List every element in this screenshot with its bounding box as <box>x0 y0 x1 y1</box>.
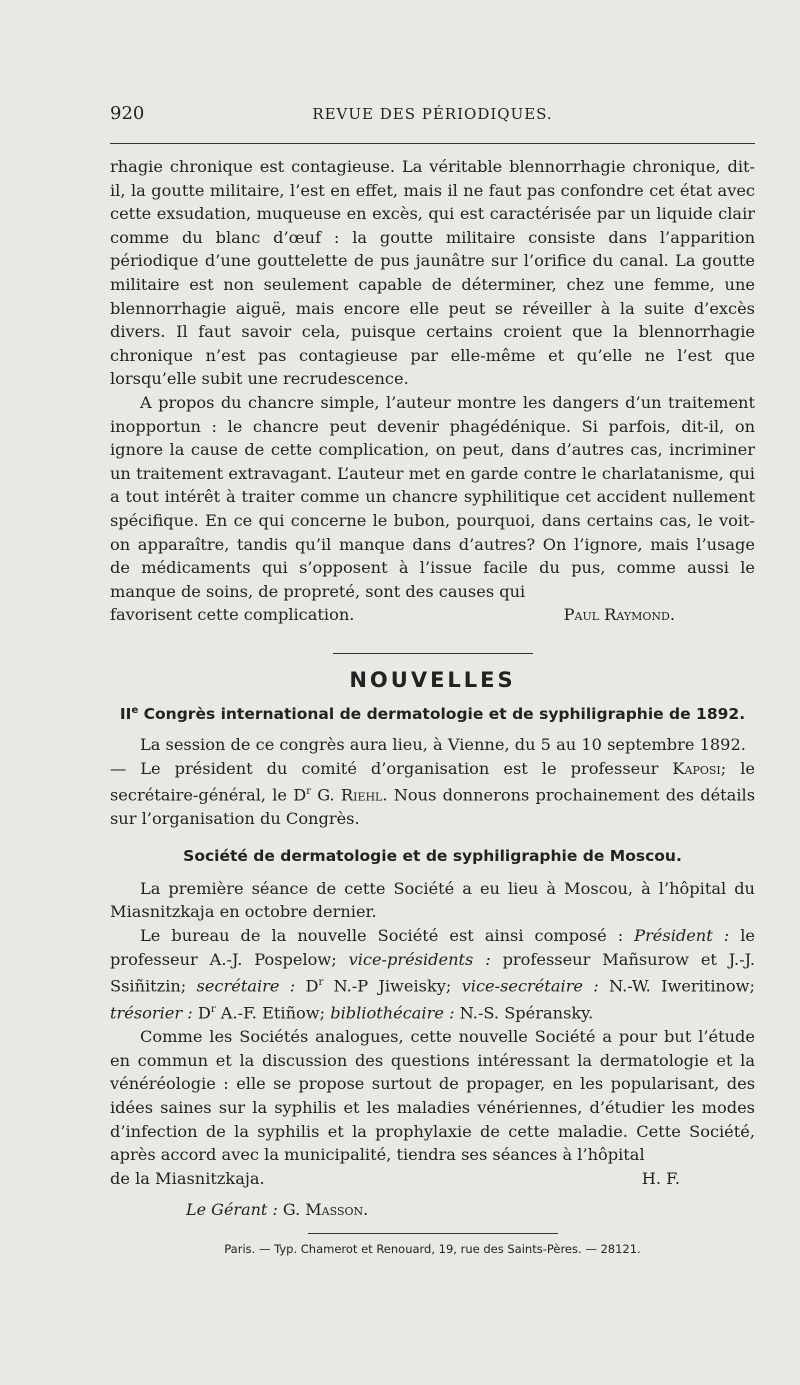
congres-text-c: G. <box>310 785 341 805</box>
article-paragraph-2-end: favorisent cette complication. <box>110 605 355 625</box>
gerant-label: Le Gérant : <box>186 1200 278 1220</box>
societe-signature-line <box>110 1167 755 1191</box>
page-number: 920 <box>110 103 145 124</box>
article-signature-line <box>110 603 755 627</box>
congres-heading-sup: e <box>131 704 139 716</box>
running-title: REVUE DES PÉRIODIQUES. <box>312 105 553 123</box>
societe-text-f: N.-W. Iweritinow; <box>598 976 755 996</box>
article-paragraph-2: A propos du chancre simple, l’auteur montre les dangers d’un traitement inopportun : le chancre peut devenir phagédénique. Si parfois, dit-il, on ignore la cause de cette complication, on peut, dans d’autres cas, incriminer un traitement extravagant. L’auteur met en garde contre le charlatanisme, qui a tout intérêt à traiter comme un chancre syphilitique cet accident nullement spécifique. En ce qui concerne le bubon, pourquoi, dans certains cas, le voit-on apparaître, tandis qu’il manque dans d’autres? On l’ignore, mais l’usage de médicaments qui s’opposent à l’issue facile du pus, comme aussi le manque de soins, de propreté, sont des causes qui <box>110 392 755 601</box>
article-paragraph-1: rhagie chronique est contagieuse. La véritable blennorrhagie chronique, dit-il, la goutte militaire, l’est en effet, mais il ne faut pas confondre cet état avec cette exsudation, muqueuse en excès, qui est caractérisée par un liquide clair comme du blanc d’œuf : la goutte militaire consiste dans l’apparition périodique d’une gouttelette de pus jaunâtre sur l’orifice du canal. La goutte militaire est non seulement capable de déterminer, chez une femme, une blennorrhagie aiguë, mais encore elle peut se réveiller à la suite d’excès divers. Il faut savoir cela, puisque certains croient que la blennorrhagie chronique n’est pas contagieuse par elle-même et qu’elle ne l’est que lorsqu’elle subit une recrudescence. <box>110 157 755 389</box>
name-riehl: Riehl <box>340 785 383 805</box>
societe-text-e: N.-P Jiweisky; <box>323 976 462 996</box>
societe-paragraph-2 <box>110 924 755 1025</box>
societe-text-a: Le bureau de la nouvelle Société est ainsi composé : <box>140 925 635 945</box>
printer-imprint: Paris. — Typ. Chamerot et Renouard, 19, rue des Saints-Pères. — 28121. <box>224 1242 641 1257</box>
role-president: Président : <box>634 925 730 945</box>
congres-heading <box>110 700 755 725</box>
nouvelles-title: NOUVELLES <box>349 667 516 692</box>
congres-text-a: — Le président du comité d’organisation est le professeur <box>110 758 673 778</box>
societe-text-b: le professeur A.-J. Pospelow; <box>110 925 755 969</box>
role-bibliothecaire: bibliothécaire : <box>330 1003 455 1023</box>
societe-text-g: D <box>192 1003 211 1023</box>
section-divider <box>333 653 533 654</box>
footer-rule <box>308 1233 558 1234</box>
congres-text-d: . Nous donnerons prochainement des détails sur l’organisation du Congrès. <box>110 785 755 829</box>
societe-paragraph-1: La première séance de cette Société a eu lieu à Moscou, à l’hôpital du Miasnitzkaja en octobre dernier. <box>110 878 755 922</box>
gerant-dot: . <box>363 1200 369 1220</box>
gerant-name: Masson <box>305 1200 364 1220</box>
congres-sup: r <box>306 786 311 798</box>
page-header <box>110 103 755 129</box>
societe-sup-2: r <box>210 1004 216 1016</box>
role-vice-presidents: vice-présidents : <box>348 949 491 969</box>
societe-text-h: A.-F. Etiñow; <box>215 1003 331 1023</box>
page-body <box>110 155 755 1256</box>
societe-sup-1: r <box>318 977 324 989</box>
congres-text-b: ; le secrétaire-général, le D <box>110 758 755 805</box>
societe-paragraph-3: Comme les Sociétés analogues, cette nouvelle Société a pour but l’étude en commun et la discussion des questions intéressant la dermatologie et la vénéréologie : elle se propose surtout de propager, en les popularisant, des idées saines sur la syphilis et les maladies vénériennes, d’étudier les modes d’infection de la syphilis et la prophylaxie de cette maladie. Cette Société, après accord avec la municipalité, tiendra ses séances à l’hôpital <box>110 1027 755 1165</box>
congres-paragraph-1: La session de ce congrès aura lieu, à Vienne, du 5 au 10 septembre 1892. <box>140 735 746 755</box>
societe-heading: Société de dermatologie et de syphiligraphie de Moscou. <box>183 846 682 865</box>
role-secretaire: secrétaire : <box>196 976 296 996</box>
gerant-line <box>110 1200 755 1219</box>
societe-text-d: D <box>295 976 319 996</box>
congres-heading-text: Congrès international de dermatologie et de syphiligraphie de 1892. <box>143 705 746 724</box>
societe-text-c: professeur Mañsurow et J.-J. Ssiñitzin; <box>110 949 756 996</box>
societe-text-i: N.-S. Spéransky. <box>454 1003 594 1023</box>
societe-paragraph-3-end: de la Miasnitzkaja. <box>110 1168 265 1188</box>
name-kaposi: Kaposi <box>672 758 721 778</box>
congres-heading-numeral: II <box>119 705 132 724</box>
author-signature: Paul Raymond. <box>563 605 675 625</box>
gerant-initial: G. <box>277 1200 306 1220</box>
header-rule <box>110 143 755 144</box>
role-tresorier: trésorier : <box>110 1003 193 1023</box>
societe-signature: H. F. <box>641 1168 680 1188</box>
congres-paragraph-2 <box>110 757 755 831</box>
role-vice-secretaire: vice-secrétaire : <box>461 976 599 996</box>
